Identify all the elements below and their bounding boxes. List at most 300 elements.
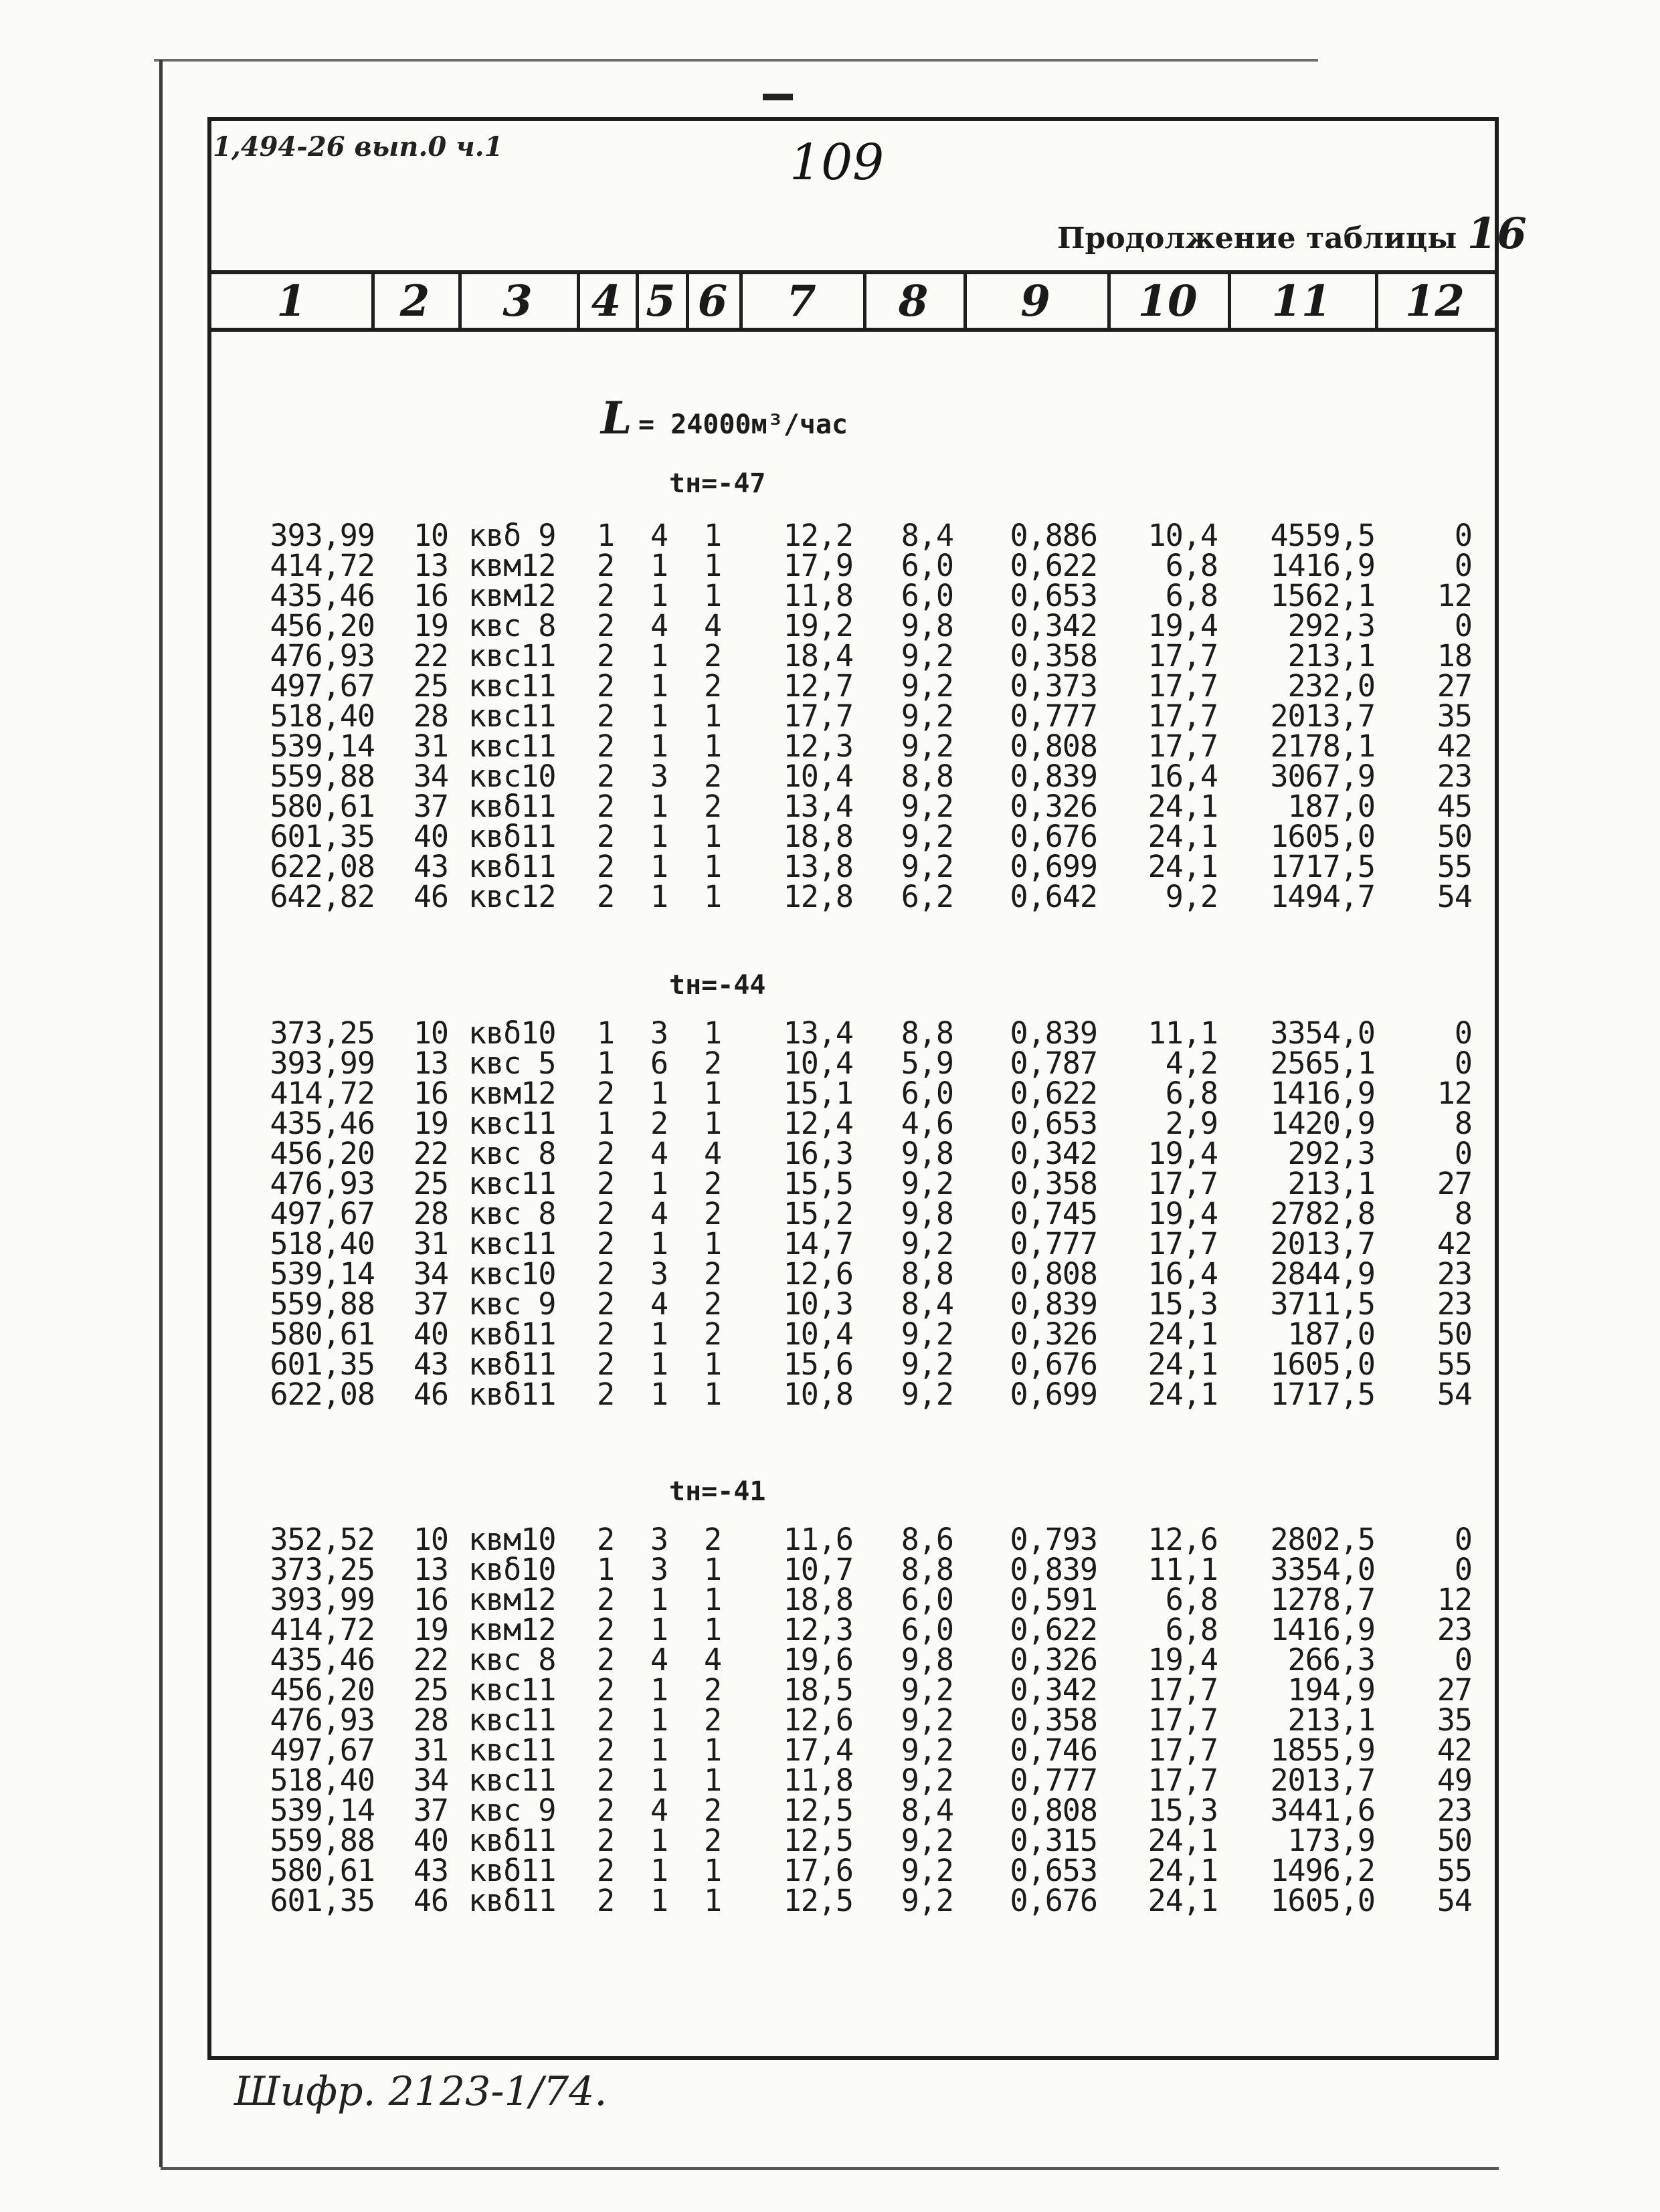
top-margin-rule (154, 59, 1318, 62)
cell-col-9: 0,839 (1010, 1015, 1097, 1051)
footer-note: Шифр. 2123-1/74. (234, 2068, 608, 2115)
cell-col-9: 0,326 (1010, 789, 1097, 824)
cell-col-3: квс11 (468, 1226, 556, 1262)
cell-col-3: квс 8 (468, 1196, 556, 1231)
cell-col-8: 8,4 (901, 1793, 953, 1828)
table-row (0, 1166, 1660, 1201)
cell-col-10: 24,1 (1147, 789, 1218, 824)
cell-col-9: 0,342 (1010, 1136, 1097, 1171)
cell-col-8: 9,2 (901, 1377, 953, 1412)
cell-col-9: 0,622 (1010, 1076, 1097, 1111)
flow-label (601, 392, 848, 444)
page-number: 109 (790, 134, 885, 191)
cell-col-3: квδ10 (468, 1015, 556, 1051)
cell-col-2: 25 (413, 1672, 448, 1708)
table-number: 16 (1467, 209, 1527, 259)
cell-col-8: 9,8 (901, 608, 953, 643)
cell-col-8: 9,2 (901, 1702, 953, 1738)
cell-col-4: 2 (596, 1853, 615, 1888)
cell-col-10: 17,7 (1147, 1763, 1218, 1798)
cell-col-1: 476,93 (270, 1166, 375, 1201)
cell-col-5: 1 (650, 1702, 668, 1738)
cell-col-11: 194,9 (1287, 1672, 1375, 1708)
cell-col-8: 4,6 (901, 1106, 953, 1141)
doc-note: 1,494-26 вып.0 ч.1 (213, 131, 503, 163)
cell-col-8: 8,4 (901, 1286, 953, 1322)
cell-col-1: 559,88 (270, 759, 375, 794)
column-header-9: 9 (1020, 276, 1050, 326)
cell-col-1: 559,88 (270, 1286, 375, 1322)
table-row (0, 1045, 1660, 1081)
cell-col-9: 0,777 (1010, 1763, 1097, 1798)
cell-col-7: 15,5 (783, 1166, 853, 1201)
table-row (0, 1522, 1660, 1557)
cell-col-11: 232,0 (1287, 668, 1375, 704)
cell-col-8: 9,2 (901, 638, 953, 674)
cell-col-1: 476,93 (270, 1702, 375, 1738)
table-row (0, 1672, 1660, 1708)
cell-col-3: квс 9 (468, 1793, 556, 1828)
cell-col-9: 0,342 (1010, 1672, 1097, 1708)
cell-col-4: 2 (596, 1612, 615, 1647)
cell-col-12: 0 (1454, 518, 1472, 553)
cell-col-3: квδ10 (468, 1552, 556, 1587)
cell-col-7: 12,7 (783, 668, 853, 704)
cell-col-6: 1 (703, 879, 722, 914)
cell-col-1: 414,72 (270, 1076, 375, 1111)
cell-col-8: 9,2 (901, 698, 953, 734)
cell-col-1: 393,99 (270, 1582, 375, 1617)
cell-col-6: 2 (703, 1702, 722, 1738)
cell-col-12: 42 (1437, 1732, 1472, 1768)
cell-col-11: 2844,9 (1270, 1256, 1375, 1292)
cell-col-6: 1 (703, 1612, 722, 1647)
column-header-8: 8 (898, 276, 929, 326)
column-header-12: 12 (1404, 276, 1465, 326)
cell-col-8: 9,2 (901, 668, 953, 704)
cell-col-2: 34 (413, 759, 448, 794)
cell-col-2: 43 (413, 1853, 448, 1888)
cell-col-5: 4 (650, 518, 668, 553)
cell-col-9: 0,886 (1010, 518, 1097, 553)
cell-col-10: 24,1 (1147, 1377, 1218, 1412)
flow-symbol: L (601, 392, 632, 444)
column-header-3: 3 (502, 276, 533, 326)
cell-col-11: 4559,5 (1270, 518, 1375, 553)
cell-col-10: 17,7 (1147, 1166, 1218, 1201)
cell-col-6: 1 (703, 1552, 722, 1587)
cell-col-12: 0 (1454, 1045, 1472, 1081)
cell-col-7: 10,4 (783, 1045, 853, 1081)
cell-col-10: 4,2 (1165, 1045, 1218, 1081)
cell-col-10: 16,4 (1147, 1256, 1218, 1292)
cell-col-10: 15,3 (1147, 1793, 1218, 1828)
cell-col-3: квδ11 (468, 1853, 556, 1888)
cell-col-5: 1 (650, 1226, 668, 1262)
cell-col-7: 13,8 (783, 849, 853, 884)
table-row (0, 1554, 1660, 1585)
cell-col-4: 2 (596, 759, 615, 794)
cell-col-1: 476,93 (270, 638, 375, 674)
cell-col-4: 2 (596, 1196, 615, 1231)
cell-col-4: 2 (596, 879, 615, 914)
cell-col-4: 1 (596, 1045, 615, 1081)
cell-col-8: 9,2 (901, 1823, 953, 1858)
cell-col-1: 622,08 (270, 1377, 375, 1412)
cell-col-1: 456,20 (270, 1672, 375, 1708)
table-row (0, 1286, 1660, 1322)
cell-col-3: квс11 (468, 1702, 556, 1738)
cell-col-5: 1 (650, 1612, 668, 1647)
cell-col-8: 9,8 (901, 1642, 953, 1678)
cell-col-2: 37 (413, 1286, 448, 1322)
cell-col-5: 3 (650, 1256, 668, 1292)
cell-col-9: 0,358 (1010, 638, 1097, 674)
cell-col-12: 23 (1437, 1286, 1472, 1322)
cell-col-7: 16,3 (783, 1136, 853, 1171)
cell-col-5: 4 (650, 1196, 668, 1231)
cell-col-3: квδ11 (468, 849, 556, 884)
cell-col-3: квм10 (468, 1522, 556, 1557)
cell-col-11: 2802,5 (1270, 1522, 1375, 1557)
cell-col-6: 1 (703, 728, 722, 764)
cell-col-5: 1 (650, 1763, 668, 1798)
cell-col-1: 518,40 (270, 1226, 375, 1262)
cell-col-5: 4 (650, 1642, 668, 1678)
cell-col-2: 16 (413, 578, 448, 613)
cell-col-4: 1 (596, 1106, 615, 1141)
cell-col-9: 0,777 (1010, 698, 1097, 734)
table-row (0, 1702, 1660, 1738)
cell-col-2: 13 (413, 1045, 448, 1081)
cell-col-3: квс12 (468, 879, 556, 914)
cell-col-9: 0,326 (1010, 1642, 1097, 1678)
cell-col-1: 559,88 (270, 1823, 375, 1858)
table-row (0, 759, 1660, 794)
table-row (0, 1642, 1660, 1678)
cell-col-4: 2 (596, 819, 615, 854)
column-separator (739, 274, 743, 328)
table-row (0, 1106, 1660, 1141)
cell-col-8: 9,2 (901, 819, 953, 854)
cell-col-8: 8,8 (901, 759, 953, 794)
cell-col-8: 9,2 (901, 849, 953, 884)
cell-col-5: 2 (650, 1106, 668, 1141)
cell-col-6: 2 (703, 1522, 722, 1557)
column-header-4: 4 (591, 276, 622, 326)
table-row (0, 550, 1660, 581)
cell-col-7: 14,7 (783, 1226, 853, 1262)
cell-col-6: 2 (703, 759, 722, 794)
cell-col-11: 2782,8 (1270, 1196, 1375, 1231)
cell-col-11: 3441,6 (1270, 1793, 1375, 1828)
column-header-2: 2 (399, 276, 430, 326)
cell-col-4: 2 (596, 668, 615, 704)
cell-col-6: 1 (703, 1763, 722, 1798)
section-label: tн=-44 (669, 970, 766, 1001)
column-separator (863, 274, 866, 328)
cell-col-2: 28 (413, 698, 448, 734)
cell-col-4: 2 (596, 1166, 615, 1201)
cell-col-8: 9,2 (901, 1763, 953, 1798)
cell-col-12: 55 (1437, 1853, 1472, 1888)
column-separator (636, 274, 639, 328)
cell-col-12: 42 (1437, 728, 1472, 764)
table-row (0, 1883, 1660, 1918)
cell-col-5: 1 (650, 1883, 668, 1918)
cell-col-6: 1 (703, 1377, 722, 1412)
cell-col-7: 18,5 (783, 1672, 853, 1708)
cell-col-9: 0,358 (1010, 1166, 1097, 1201)
cell-col-11: 1605,0 (1270, 1346, 1375, 1382)
cell-col-2: 10 (413, 1015, 448, 1051)
cell-col-6: 2 (703, 789, 722, 824)
cell-col-4: 2 (596, 1642, 615, 1678)
cell-col-10: 10,4 (1147, 518, 1218, 553)
cell-col-2: 37 (413, 1793, 448, 1828)
cell-col-11: 1494,7 (1270, 879, 1375, 914)
cell-col-4: 2 (596, 789, 615, 824)
cell-col-9: 0,839 (1010, 1286, 1097, 1322)
table-row (0, 1793, 1660, 1828)
cell-col-7: 12,5 (783, 1823, 853, 1858)
cell-col-10: 19,4 (1147, 1642, 1218, 1678)
cell-col-10: 24,1 (1147, 1346, 1218, 1382)
column-separator (577, 274, 580, 328)
cell-col-6: 1 (703, 1732, 722, 1768)
table-row (0, 1823, 1660, 1858)
cell-col-1: 497,67 (270, 668, 375, 704)
cell-col-3: квм12 (468, 1612, 556, 1647)
cell-col-3: квδ11 (468, 1346, 556, 1382)
cell-col-1: 601,35 (270, 819, 375, 854)
section-label: tн=-41 (669, 1476, 766, 1507)
cell-col-10: 16,4 (1147, 759, 1218, 794)
cell-col-10: 12,6 (1147, 1522, 1218, 1557)
cell-col-6: 1 (703, 548, 722, 583)
column-header-7: 7 (786, 276, 816, 326)
cell-col-4: 2 (596, 1226, 615, 1262)
cell-col-12: 0 (1454, 1552, 1472, 1587)
cell-col-11: 3354,0 (1270, 1552, 1375, 1587)
cell-col-1: 352,52 (270, 1522, 375, 1557)
cell-col-11: 1605,0 (1270, 1883, 1375, 1918)
cell-col-7: 10,3 (783, 1286, 853, 1322)
cell-col-7: 12,6 (783, 1702, 853, 1738)
cell-col-11: 2013,7 (1270, 1226, 1375, 1262)
cell-col-7: 17,7 (783, 698, 853, 734)
cell-col-11: 1605,0 (1270, 819, 1375, 854)
column-separator (1107, 274, 1111, 328)
cell-col-6: 2 (703, 1793, 722, 1828)
cell-col-1: 518,40 (270, 1763, 375, 1798)
cell-col-1: 539,14 (270, 1256, 375, 1292)
cell-col-5: 1 (650, 1823, 668, 1858)
cell-col-9: 0,839 (1010, 759, 1097, 794)
table-row (0, 1256, 1660, 1292)
table-row (0, 819, 1660, 854)
cell-col-5: 1 (650, 1346, 668, 1382)
cell-col-6: 2 (703, 1196, 722, 1231)
cell-col-4: 2 (596, 698, 615, 734)
cell-col-6: 4 (703, 1642, 722, 1678)
table-row (0, 1226, 1660, 1262)
cell-col-8: 5,9 (901, 1045, 953, 1081)
cell-col-10: 17,7 (1147, 728, 1218, 764)
cell-col-10: 17,7 (1147, 1672, 1218, 1708)
cell-col-4: 2 (596, 548, 615, 583)
cell-col-2: 28 (413, 1702, 448, 1738)
cell-col-4: 2 (596, 1672, 615, 1708)
cell-col-9: 0,839 (1010, 1552, 1097, 1587)
cell-col-9: 0,676 (1010, 1346, 1097, 1382)
cell-col-12: 50 (1437, 819, 1472, 854)
cell-col-6: 2 (703, 638, 722, 674)
column-separator (371, 274, 375, 328)
cell-col-1: 497,67 (270, 1196, 375, 1231)
cell-col-1: 373,25 (270, 1552, 375, 1587)
table-row (0, 1612, 1660, 1647)
cell-col-2: 43 (413, 1346, 448, 1382)
cell-col-6: 1 (703, 819, 722, 854)
cell-col-9: 0,591 (1010, 1582, 1097, 1617)
cell-col-2: 34 (413, 1763, 448, 1798)
cell-col-7: 18,8 (783, 1582, 853, 1617)
table-row (0, 1015, 1660, 1051)
cell-col-9: 0,642 (1010, 879, 1097, 914)
cell-col-8: 8,8 (901, 1015, 953, 1051)
cell-col-5: 3 (650, 1522, 668, 1557)
cell-col-6: 4 (703, 608, 722, 643)
cell-col-2: 22 (413, 1642, 448, 1678)
column-header-6: 6 (697, 276, 728, 326)
cell-col-4: 2 (596, 638, 615, 674)
cell-col-4: 2 (596, 1763, 615, 1798)
cell-col-5: 3 (650, 1552, 668, 1587)
table-row (0, 668, 1660, 704)
cell-col-12: 55 (1437, 1346, 1472, 1382)
cell-col-12: 27 (1437, 1166, 1472, 1201)
cell-col-7: 12,5 (783, 1883, 853, 1918)
cell-col-5: 1 (650, 1076, 668, 1111)
cell-col-7: 17,9 (783, 548, 853, 583)
cell-col-3: квс11 (468, 638, 556, 674)
cell-col-2: 22 (413, 1136, 448, 1171)
column-header-10: 10 (1137, 276, 1198, 326)
continuation-text: Продолжение таблицы (1057, 221, 1457, 256)
cell-col-9: 0,653 (1010, 1106, 1097, 1141)
cell-col-1: 393,99 (270, 1045, 375, 1081)
table-row (0, 1138, 1660, 1169)
cell-col-2: 34 (413, 1256, 448, 1292)
table-row (0, 1076, 1660, 1111)
cell-col-4: 2 (596, 1702, 615, 1738)
table-row (0, 789, 1660, 824)
cell-col-12: 50 (1437, 1823, 1472, 1858)
cell-col-10: 24,1 (1147, 1823, 1218, 1858)
cell-col-12: 35 (1437, 1702, 1472, 1738)
cell-col-1: 456,20 (270, 608, 375, 643)
cell-col-1: 580,61 (270, 789, 375, 824)
cell-col-11: 1416,9 (1270, 1612, 1375, 1647)
cell-col-9: 0,342 (1010, 608, 1097, 643)
cell-col-5: 4 (650, 1286, 668, 1322)
cell-col-3: квс 8 (468, 1136, 556, 1171)
cell-col-8: 9,2 (901, 1226, 953, 1262)
cell-col-7: 19,6 (783, 1642, 853, 1678)
cell-col-7: 12,6 (783, 1256, 853, 1292)
cell-col-11: 187,0 (1287, 789, 1375, 824)
cell-col-10: 6,8 (1165, 578, 1218, 613)
cell-col-2: 40 (413, 1316, 448, 1352)
column-header-5: 5 (646, 276, 676, 326)
cell-col-3: квс11 (468, 1732, 556, 1768)
cell-col-2: 25 (413, 1166, 448, 1201)
cell-col-12: 50 (1437, 1316, 1472, 1352)
cell-col-5: 1 (650, 819, 668, 854)
cell-col-8: 8,4 (901, 518, 953, 553)
cell-col-11: 2565,1 (1270, 1045, 1375, 1081)
cell-col-7: 13,4 (783, 1015, 853, 1051)
table-row (0, 1582, 1660, 1617)
cell-col-11: 1562,1 (1270, 578, 1375, 613)
cell-col-3: квс11 (468, 698, 556, 734)
cell-col-10: 17,7 (1147, 1732, 1218, 1768)
cell-col-5: 3 (650, 759, 668, 794)
cell-col-4: 2 (596, 1793, 615, 1828)
cell-col-4: 1 (596, 1015, 615, 1051)
cell-col-7: 11,8 (783, 578, 853, 613)
table-row (0, 608, 1660, 643)
cell-col-11: 3711,5 (1270, 1286, 1375, 1322)
cell-col-7: 13,4 (783, 789, 853, 824)
cell-col-11: 1416,9 (1270, 1076, 1375, 1111)
cell-col-6: 1 (703, 1226, 722, 1262)
cell-col-8: 6,0 (901, 1076, 953, 1111)
cell-col-6: 2 (703, 1256, 722, 1292)
cell-col-12: 23 (1437, 759, 1472, 794)
continuation-label (1057, 209, 1527, 259)
cell-col-12: 54 (1437, 879, 1472, 914)
cell-col-3: квδ11 (468, 819, 556, 854)
cell-col-12: 54 (1437, 1883, 1472, 1918)
cell-col-7: 12,2 (783, 518, 853, 553)
cell-col-4: 2 (596, 1316, 615, 1352)
cell-col-12: 12 (1437, 1076, 1472, 1111)
cell-col-10: 9,2 (1165, 879, 1218, 914)
cell-col-5: 4 (650, 1793, 668, 1828)
cell-col-1: 580,61 (270, 1316, 375, 1352)
cell-col-3: квδ11 (468, 789, 556, 824)
table-row (0, 879, 1660, 914)
cell-col-9: 0,746 (1010, 1732, 1097, 1768)
cell-col-1: 435,46 (270, 578, 375, 613)
cell-col-1: 435,46 (270, 1106, 375, 1141)
cell-col-8: 9,2 (901, 1316, 953, 1352)
cell-col-9: 0,622 (1010, 1612, 1097, 1647)
cell-col-9: 0,808 (1010, 728, 1097, 764)
cell-col-4: 2 (596, 1286, 615, 1322)
cell-col-5: 1 (650, 728, 668, 764)
cell-col-5: 1 (650, 668, 668, 704)
cell-col-8: 6,0 (901, 548, 953, 583)
cell-col-1: 497,67 (270, 1732, 375, 1768)
cell-col-1: 373,25 (270, 1015, 375, 1051)
cell-col-7: 12,5 (783, 1793, 853, 1828)
cell-col-9: 0,787 (1010, 1045, 1097, 1081)
cell-col-9: 0,676 (1010, 819, 1097, 854)
cell-col-12: 49 (1437, 1763, 1472, 1798)
